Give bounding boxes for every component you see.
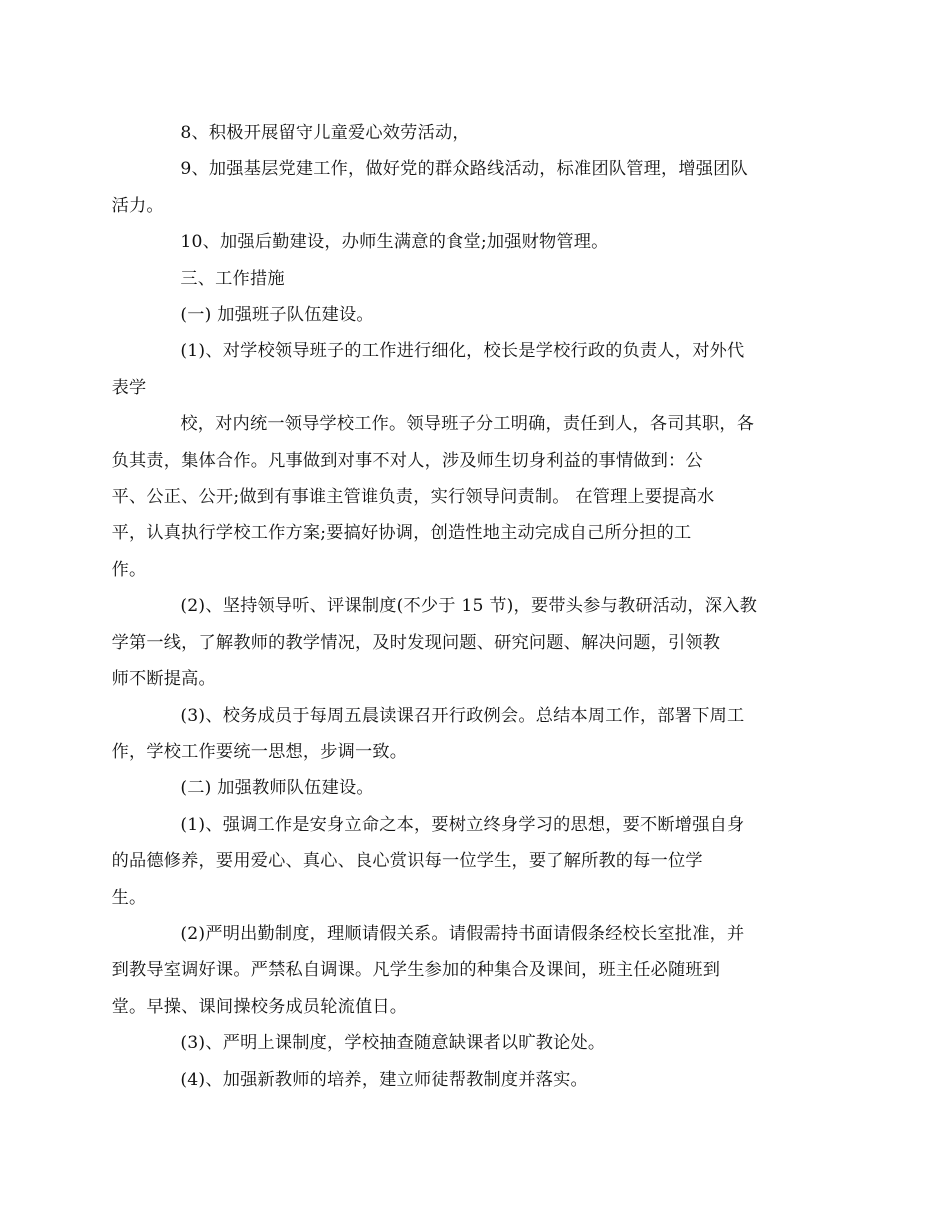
paragraph-line: (1)、对学校领导班子的工作进行细化，校长是学校行政的负责人，对外代 bbox=[180, 341, 745, 362]
paragraph bbox=[111, 916, 806, 1025]
paragraph-line: 作，学校工作要统一思想，步调一致。 bbox=[111, 741, 408, 762]
paragraph bbox=[111, 698, 806, 771]
document-body bbox=[111, 115, 806, 1098]
paragraph-line: (二) 加强教师队伍建设。 bbox=[180, 778, 374, 799]
paragraph-line: 三、工作措施 bbox=[180, 268, 285, 289]
paragraph-line: (一) 加强班子队伍建设。 bbox=[180, 305, 374, 326]
paragraph-line: 到教导室调好课。严禁私自调课。凡学生参加的种集合及课间，班主任必随班到 bbox=[111, 960, 721, 981]
paragraph bbox=[111, 807, 806, 916]
paragraph-line: 生。 bbox=[111, 887, 147, 908]
paragraph bbox=[146, 1062, 806, 1098]
paragraph-line: 作。 bbox=[111, 559, 147, 580]
paragraph-line: (2)严明出勤制度，理顺请假关系。请假需持书面请假条经校长室批准，并 bbox=[180, 923, 745, 944]
paragraph-line: 9、加强基层党建工作，做好党的群众路线活动，标准团队管理，增强团队 bbox=[180, 159, 748, 180]
paragraph-line: 活力。 bbox=[111, 195, 164, 216]
paragraph bbox=[146, 224, 806, 260]
paragraph-line: 表学 bbox=[111, 377, 147, 398]
paragraph-line: (1)、强调工作是安身立命之本，要树立终身学习的思想，要不断增强自身 bbox=[180, 814, 745, 835]
paragraph-line: 校，对内统一领导学校工作。领导班子分工明确，责任到人，各司其职，各 bbox=[180, 414, 755, 435]
paragraph bbox=[111, 151, 806, 224]
paragraph bbox=[146, 261, 806, 297]
paragraph-line: 平、公正、公开;做到有事谁主管谁负责，实行领导问责制。 在管理上要提高水 bbox=[111, 487, 715, 508]
paragraph-line: 堂。早操、课间操校务成员轮流值日。 bbox=[111, 996, 408, 1017]
paragraph-line: 8、积极开展留守儿童爱心效劳活动， bbox=[180, 123, 470, 143]
paragraph bbox=[146, 297, 806, 333]
paragraph-line: 师不断提高。 bbox=[111, 669, 216, 690]
paragraph bbox=[146, 770, 806, 806]
paragraph-line: 10、加强后勤建设，办师生满意的食堂;加强财物管理。 bbox=[180, 232, 609, 253]
paragraph-line: (3)、校务成员于每周五晨读课召开行政例会。总结本周工作，部署下周工 bbox=[180, 705, 745, 726]
paragraph-line: 平，认真执行学校工作方案;要搞好协调，创造性地主动完成自己所分担的工 bbox=[111, 523, 692, 544]
paragraph bbox=[111, 588, 806, 697]
paragraph-line: 学第一线，了解教师的教学情况，及时发现问题、研究问题、解决问题，引领教 bbox=[111, 632, 721, 653]
paragraph-line: (4)、加强新教师的培养，建立师徒帮教制度并落实。 bbox=[180, 1069, 588, 1090]
paragraph-line: (2)、坚持领导听、评课制度(不少于 15 节)，要带头参与教研活动，深入教 bbox=[180, 596, 757, 617]
paragraph-line: 的品德修养，要用爱心、真心、良心赏识每一位学生，要了解所教的每一位学 bbox=[111, 851, 703, 872]
paragraph bbox=[111, 333, 806, 406]
paragraph bbox=[146, 1025, 806, 1061]
paragraph bbox=[111, 406, 806, 588]
paragraph bbox=[146, 115, 806, 151]
paragraph-line: 负其责，集体合作。凡事做到对事不对人，涉及师生切身利益的事情做到：公 bbox=[111, 450, 703, 471]
paragraph-line: (3)、严明上课制度，学校抽查随意缺课者以旷教论处。 bbox=[180, 1033, 606, 1054]
